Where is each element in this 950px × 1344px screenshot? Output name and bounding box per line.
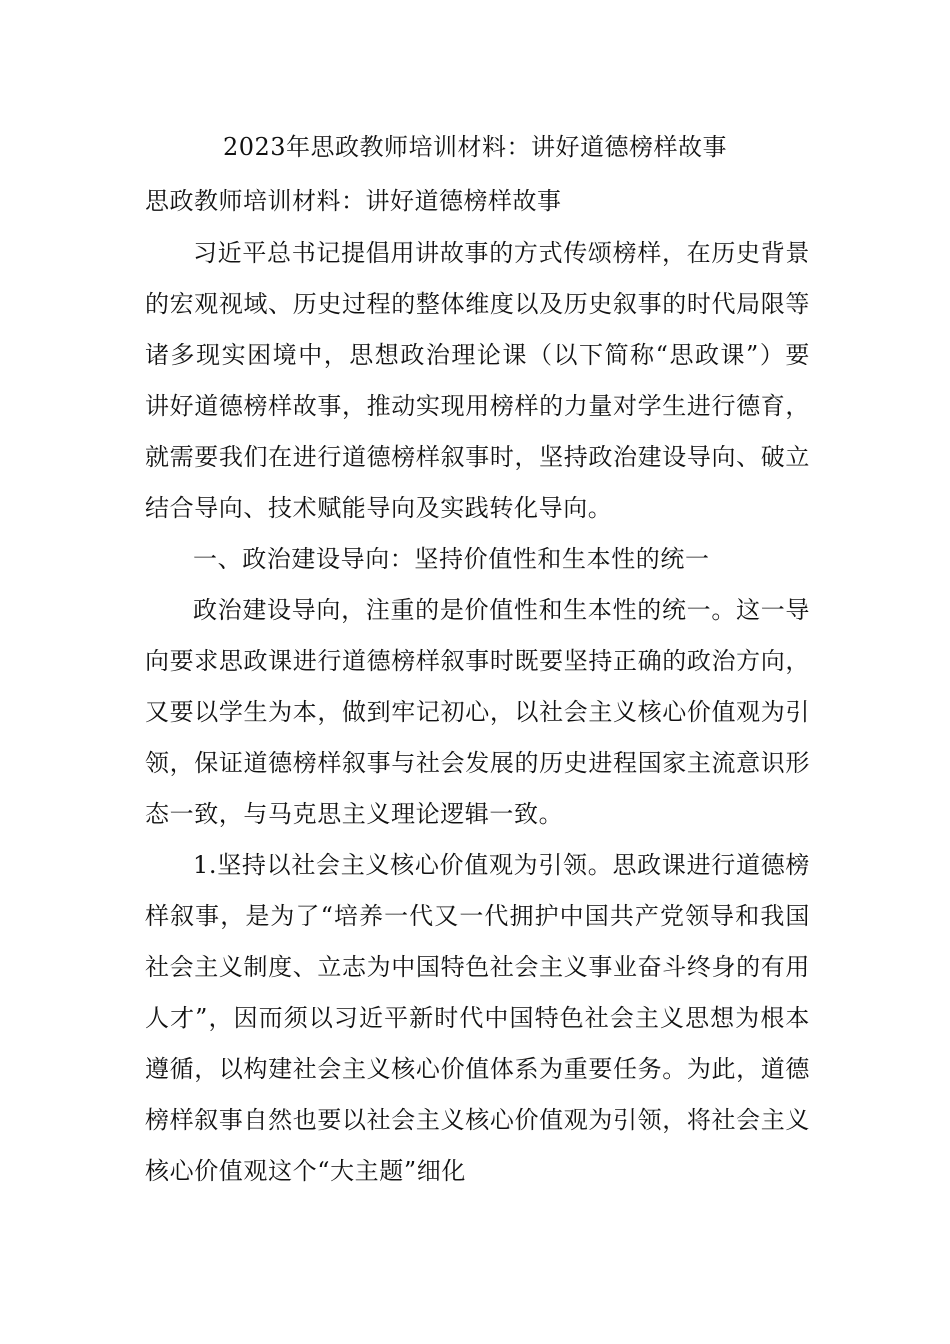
document-body — [145, 228, 810, 1197]
document-title: 2023年思政教师培训材料：讲好道德榜样故事 — [222, 133, 728, 161]
document-subtitle: 思政教师培训材料：讲好道德榜样故事 — [145, 187, 562, 215]
subsection-1-paragraph: 1.坚持以社会主义核心价值观为引领。思政课进行道德榜样叙事，是为了“培养一代又一代拥护中国共产党领导和我国社会主义制度、立志为中国特色社会主义事业奋斗终身的有用人才”，因而须以习近平新时代中国特色社会主义思想为根本遵循，以构建社会主义核心价值体系为重要任务。为此，道德榜样叙事自然也要以社会主义核心价值观为引领，将社会主义核心价值观这个“大主题”细化 — [145, 851, 810, 1185]
section-1-paragraph: 政治建设导向，注重的是价值性和生本性的统一。这一导向要求思政课进行道德榜样叙事时既要坚持正确的政治方向，又要以学生为本，做到牢记初心，以社会主义核心价值观为引领，保证道德榜样叙事与社会发展的历史进程国家主流意识形态一致，与马克思主义理论逻辑一致。 — [145, 596, 810, 828]
section-heading-1: 一、政治建设导向：坚持价值性和生本性的统一 — [193, 545, 710, 573]
intro-paragraph: 习近平总书记提倡用讲故事的方式传颂榜样，在历史背景的宏观视域、历史过程的整体维度以及历史叙事的时代局限等诸多现实困境中，思想政治理论课（以下简称“思政课”）要讲好道德榜样故事，推动实现用榜样的力量对学生进行德育，就需要我们在进行道德榜样叙事时，坚持政治建设导向、破立结合导向、技术赋能导向及实践转化导向。 — [145, 239, 810, 522]
